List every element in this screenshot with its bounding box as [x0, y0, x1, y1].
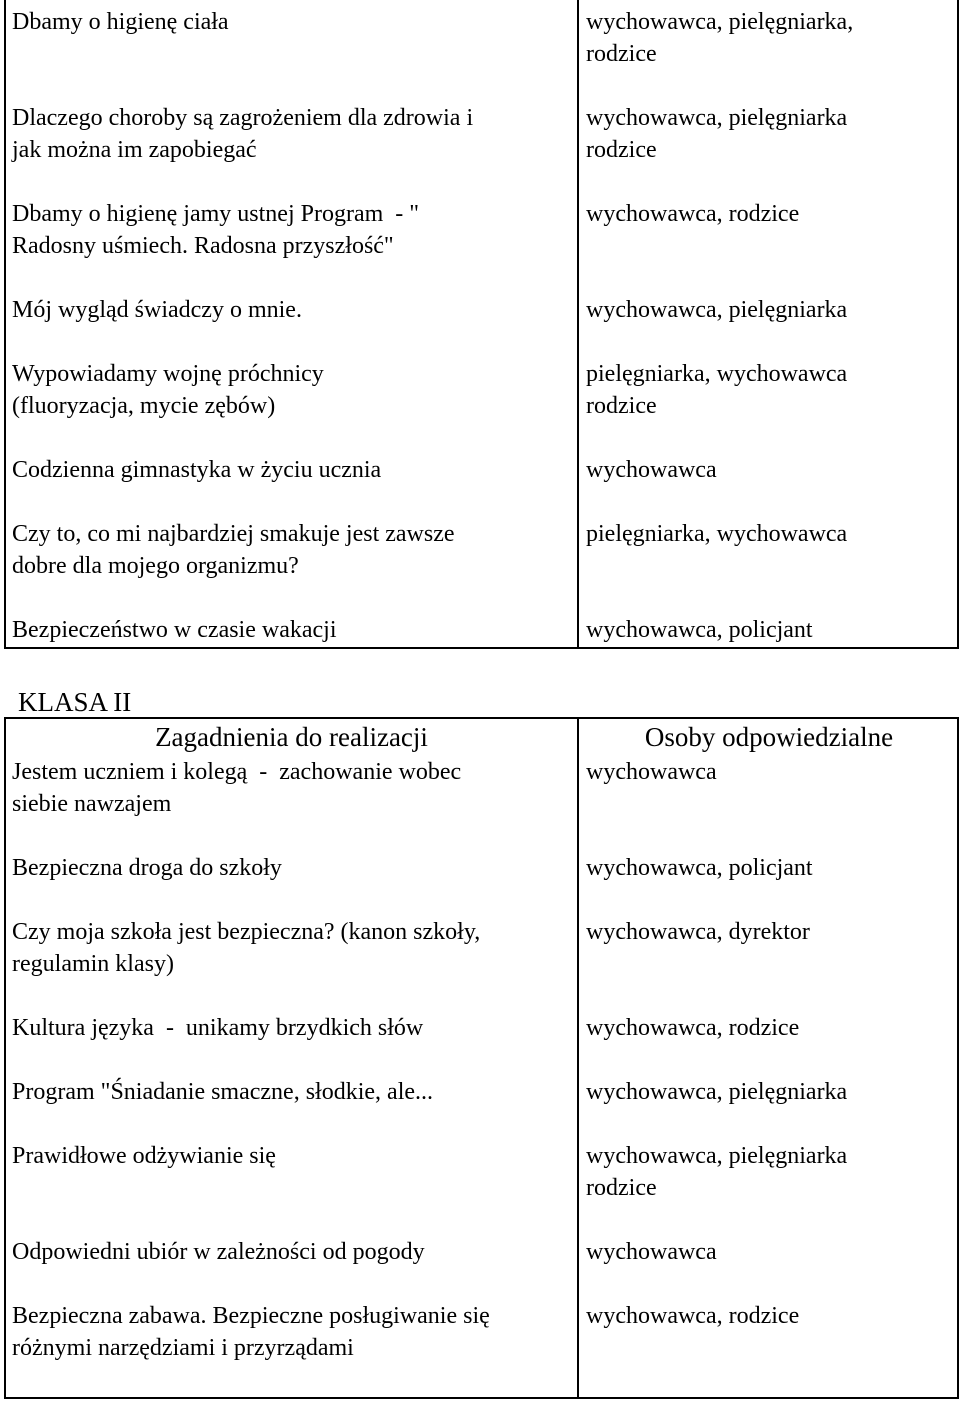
- table2-header-topic: Zagadnienia do realizacji: [155, 722, 428, 752]
- table2-person-7-line-1: wychowawca: [586, 1239, 717, 1265]
- table1-topic-5-line-1: Wypowiadamy wojnę próchnicy: [12, 361, 324, 387]
- table2-topic-8-line-1: Bezpieczna zabawa. Bezpieczne posługiwanie się: [12, 1303, 490, 1329]
- table1-person-6-line-1: wychowawca: [586, 457, 717, 483]
- table1-person-4-line-1: wychowawca, pielęgniarka: [586, 297, 848, 323]
- table1-left-border: [4, 0, 6, 649]
- table2-topic-6-line-1: Prawidłowe odżywianie się: [12, 1143, 276, 1169]
- table1-topic-4-line-1: Mój wygląd świadczy o mnie.: [12, 297, 302, 323]
- table1-middle-border: [577, 0, 579, 649]
- table1-topic-5-line-2: (fluoryzacja, mycie zębów): [12, 393, 276, 419]
- table2-person-2-line-1: wychowawca, policjant: [586, 855, 813, 881]
- table1-topic-2-line-1: Dlaczego choroby są zagrożeniem dla zdrowia i: [12, 105, 474, 131]
- table2-left-border: [4, 717, 6, 1399]
- table2-topic-1-line-2: siebie nawzajem: [12, 791, 172, 817]
- table1-person-8-line-1: wychowawca, policjant: [586, 617, 813, 643]
- table2-person-8-line-1: wychowawca, rodzice: [586, 1303, 800, 1329]
- table1-person-1-line-2: rodzice: [586, 41, 657, 67]
- table2-right-border: [957, 717, 959, 1399]
- table1-bottom-border: [4, 647, 959, 649]
- table2-topic-2-line-1: Bezpieczna droga do szkoły: [12, 855, 282, 881]
- table2-person-6-line-2: rodzice: [586, 1175, 657, 1201]
- table1-topic-1-line-1: Dbamy o higienę ciała: [12, 9, 229, 35]
- table2-topic-3-line-1: Czy moja szkoła jest bezpieczna? (kanon szkoły,: [12, 919, 481, 945]
- table2-topic-1-line-1: Jestem uczniem i kolegą - zachowanie wobec: [12, 759, 462, 785]
- table2-top-border: [4, 717, 959, 719]
- table2-person-4-line-1: wychowawca, rodzice: [586, 1015, 800, 1041]
- table2-header-person: Osoby odpowiedzialne: [644, 722, 894, 752]
- table1-topic-8-line-1: Bezpieczeństwo w czasie wakacji: [12, 617, 337, 643]
- table2-topic-4-line-1: Kultura języka - unikamy brzydkich słów: [12, 1015, 424, 1041]
- table1-topic-6-line-1: Codzienna gimnastyka w życiu ucznia: [12, 457, 382, 483]
- table1-person-1-line-1: wychowawca, pielęgniarka,: [586, 9, 854, 35]
- table2-bottom-border: [4, 1397, 959, 1399]
- table1-right-border: [957, 0, 959, 649]
- table1-person-2-line-2: rodzice: [586, 137, 657, 163]
- table2-topic-8-line-2: różnymi narzędziami i przyrządami: [12, 1335, 354, 1361]
- class-heading: KLASA II: [18, 687, 132, 717]
- table2-person-1-line-1: wychowawca: [586, 759, 717, 785]
- table1-person-5-line-2: rodzice: [586, 393, 657, 419]
- table2-middle-border: [577, 717, 579, 1399]
- table2-person-5-line-1: wychowawca, pielęgniarka: [586, 1079, 848, 1105]
- table2-topic-5-line-1: Program "Śniadanie smaczne, słodkie, ale...: [12, 1079, 434, 1105]
- table1-person-3-line-1: wychowawca, rodzice: [586, 201, 800, 227]
- table1-topic-2-line-2: jak można im zapobiegać: [12, 137, 257, 163]
- table1-topic-7-line-2: dobre dla mojego organizmu?: [12, 553, 299, 579]
- table2-topic-3-line-2: regulamin klasy): [12, 951, 174, 977]
- table1-topic-3-line-2: Radosny uśmiech. Radosna przyszłość": [12, 233, 394, 259]
- table1-topic-7-line-1: Czy to, co mi najbardziej smakuje jest zawsze: [12, 521, 455, 547]
- table2-topic-7-line-1: Odpowiedni ubiór w zależności od pogody: [12, 1239, 425, 1265]
- table1-person-2-line-1: wychowawca, pielęgniarka: [586, 105, 848, 131]
- table1-topic-3-line-1: Dbamy o higienę jamy ustnej Program - ": [12, 201, 420, 227]
- table2-person-3-line-1: wychowawca, dyrektor: [586, 919, 810, 945]
- table1-person-5-line-1: pielęgniarka, wychowawca: [586, 361, 848, 387]
- table1-person-7-line-1: pielęgniarka, wychowawca: [586, 521, 848, 547]
- table2-person-6-line-1: wychowawca, pielęgniarka: [586, 1143, 848, 1169]
